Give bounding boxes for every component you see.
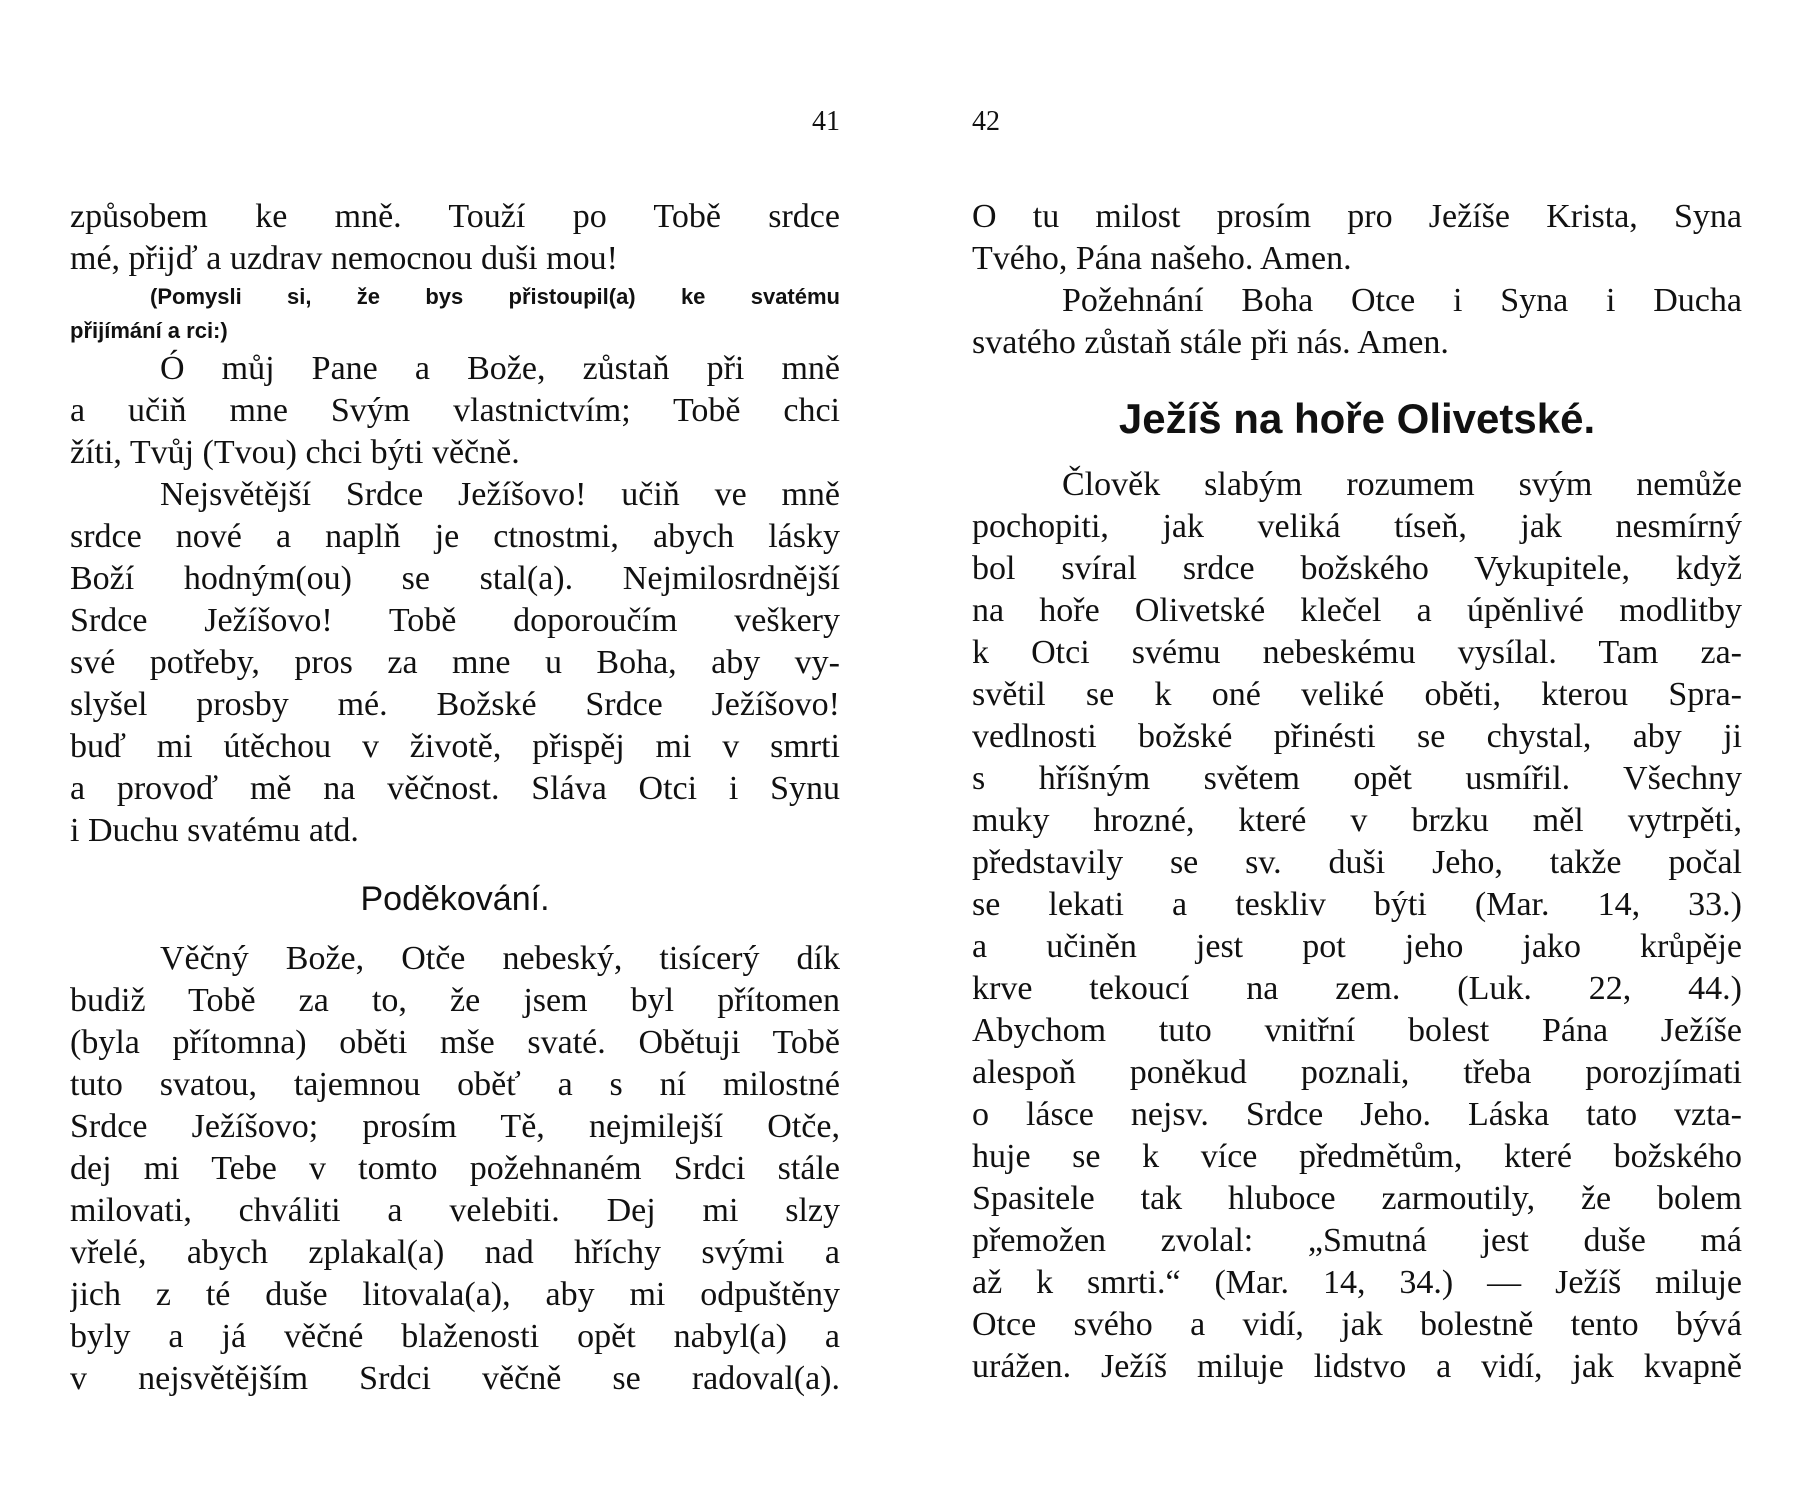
text-line: Člověk slabým rozumem svým nemůže xyxy=(1062,466,1742,503)
text-line: v nejsvětějším Srdci věčně se radoval(a). xyxy=(70,1360,840,1397)
instruction-note xyxy=(70,280,840,348)
right-page-text xyxy=(972,196,1742,1388)
text-line: způsobem ke mně. Touží po Tobě srdce xyxy=(70,198,840,235)
left-page xyxy=(70,0,840,1500)
text-line: Ó můj Pane a Bože, zůstaň při mně xyxy=(160,350,840,387)
text-line: O tu milost prosím pro Ježíše Krista, Syna xyxy=(972,198,1742,235)
text-line: o lásce nejsv. Srdce Jeho. Láska tato vzta- xyxy=(972,1096,1742,1133)
text-line: Abychom tuto vnitřní bolest Pána Ježíše xyxy=(972,1012,1742,1049)
text-line: na hoře Olivetské klečel a úpěnlivé modlitby xyxy=(972,592,1742,629)
section-heading: Poděkování. xyxy=(360,880,550,918)
page-number: 42 xyxy=(972,106,1000,137)
page-number: 41 xyxy=(812,106,840,137)
text-line: bol svíral srdce božského Vykupitele, když xyxy=(972,550,1742,587)
text-line: huje se k více předmětům, které božského xyxy=(972,1138,1742,1175)
paragraph xyxy=(70,474,840,852)
paragraph xyxy=(70,196,840,280)
text-line: vedlnosti božské přinésti se chystal, aby ji xyxy=(972,718,1742,755)
text-line: vřelé, abych zplakal(a) nad hříchy svými a xyxy=(70,1234,840,1271)
text-line: byly a já věčné blaženosti opět nabyl(a) a xyxy=(70,1318,840,1355)
text-line: Srdce Ježíšovo! Tobě doporoučím veškery xyxy=(70,602,840,639)
text-line: pochopiti, jak veliká tíseň, jak nesmírný xyxy=(972,508,1742,545)
paragraph xyxy=(972,196,1742,280)
left-page-text xyxy=(70,196,840,1400)
text-line: Boží hodným(ou) se stal(a). Nejmilosrdnější xyxy=(70,560,840,597)
text-line: Tvého, Pána našeho. Amen. xyxy=(972,240,1352,277)
text-line: a učiň mne Svým vlastnictvím; Tobě chci xyxy=(70,392,840,429)
text-line: (byla přítomna) oběti mše svaté. Obětuji Tobě xyxy=(70,1024,840,1061)
text-line: budiž Tobě za to, že jsem byl přítomen xyxy=(70,982,840,1019)
text-line: se lekati a teskliv býti (Mar. 14, 33.) xyxy=(972,886,1742,923)
section-heading: Ježíš na hoře Olivetské. xyxy=(1118,395,1596,442)
text-line: srdce nové a naplň je ctnostmi, abych lásky xyxy=(70,518,840,555)
text-line: Požehnání Boha Otce i Syna i Ducha xyxy=(1062,282,1742,319)
text-line: dej mi Tebe v tomto požehnaném Srdci stále xyxy=(70,1150,840,1187)
text-line: Otce svého a vidí, jak bolestně tento bývá xyxy=(972,1306,1742,1343)
text-line: i Duchu svatému atd. xyxy=(70,812,359,849)
text-line: Nejsvětější Srdce Ježíšovo! učiň ve mně xyxy=(160,476,840,513)
right-page xyxy=(972,0,1742,1500)
text-line: buď mi útěchou v životě, přispěj mi v smrti xyxy=(70,728,840,765)
text-line: muky hrozné, které v brzku měl vytrpěti, xyxy=(972,802,1742,839)
text-line: k Otci svému nebeskému vysílal. Tam za- xyxy=(972,634,1742,671)
paragraph xyxy=(70,938,840,1400)
text-line: tuto svatou, tajemnou oběť a s ní milostné xyxy=(70,1066,840,1103)
text-line: Srdce Ježíšovo; prosím Tě, nejmilejší Otče, xyxy=(70,1108,840,1145)
text-line: (Pomysli si, že bys přistoupil(a) ke svatému xyxy=(150,284,840,309)
text-line: slyšel prosby mé. Božské Srdce Ježíšovo! xyxy=(70,686,840,723)
text-line: a učiněn jest pot jeho jako krůpěje xyxy=(972,928,1742,965)
text-line: světil se k oné veliké oběti, kterou Spra- xyxy=(972,676,1742,713)
text-line: žíti, Tvůj (Tvou) chci býti věčně. xyxy=(70,434,520,471)
text-line: Věčný Bože, Otče nebeský, tisícerý dík xyxy=(160,940,840,977)
text-line: jich z té duše litovala(a), aby mi odpuštěny xyxy=(70,1276,840,1313)
text-line: až k smrti.“ (Mar. 14, 34.) — Ježíš miluje xyxy=(972,1264,1742,1301)
text-line: milovati, chváliti a velebiti. Dej mi slzy xyxy=(70,1192,840,1229)
text-line: alespoň poněkud poznali, třeba porozjímati xyxy=(972,1054,1742,1091)
text-line: své potřeby, pros za mne u Boha, aby vy- xyxy=(70,644,840,681)
text-line: a provoď mě na věčnost. Sláva Otci i Synu xyxy=(70,770,840,807)
text-line: krve tekoucí na zem. (Luk. 22, 44.) xyxy=(972,970,1742,1007)
text-line: přemožen zvolal: „Smutná jest duše má xyxy=(972,1222,1742,1259)
text-line: svatého zůstaň stále při nás. Amen. xyxy=(972,324,1449,361)
paragraph xyxy=(972,464,1742,1388)
text-line: mé, přijď a uzdrav nemocnou duši mou! xyxy=(70,240,618,277)
paragraph xyxy=(972,280,1742,364)
text-line: s hříšným světem opět usmířil. Všechny xyxy=(972,760,1742,797)
text-line: urážen. Ježíš miluje lidstvo a vidí, jak kvapně xyxy=(972,1348,1742,1385)
paragraph xyxy=(70,348,840,474)
text-line: představily se sv. duši Jeho, takže počal xyxy=(972,844,1742,881)
text-line: Spasitele tak hluboce zarmoutily, že bolem xyxy=(972,1180,1742,1217)
text-line: přijímání a rci:) xyxy=(70,318,228,343)
